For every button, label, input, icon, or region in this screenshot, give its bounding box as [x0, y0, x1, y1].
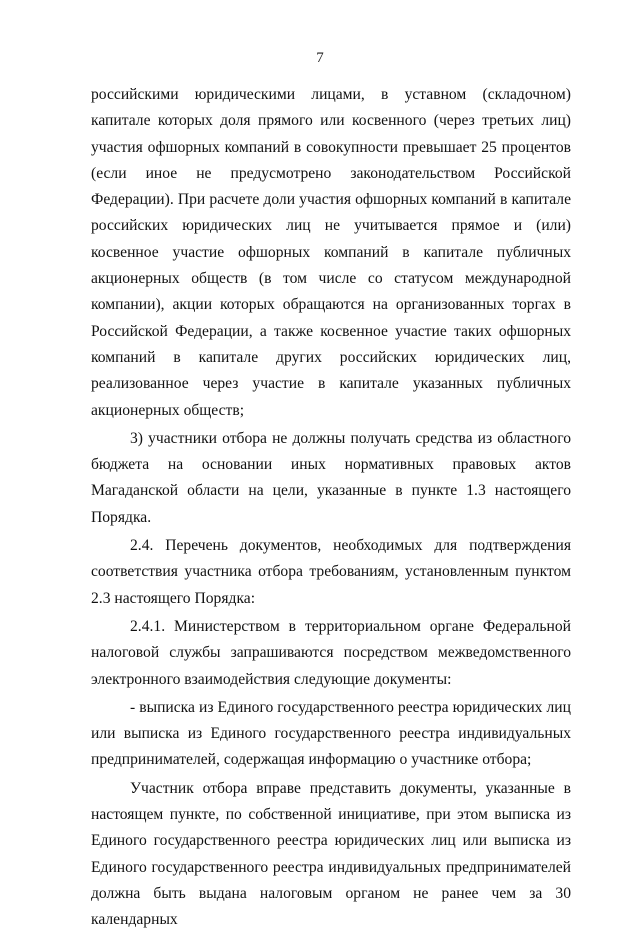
paragraph-item-3: 3) участники отбора не должны получать средства из областного бюджета на основании иных нормативных правовых актов Магаданской области на цели, указанные в пункте 1.3 настоящего Порядка.	[91, 429, 571, 526]
document-body	[91, 82, 571, 934]
paragraph-2-4: 2.4. Перечень документов, необходимых для подтверждения соответствия участника отбора требованиям, установленным пунктом 2.3 настоящего Порядка:	[91, 537, 571, 607]
paragraph-2-4-1: 2.4.1. Министерством в территориальном органе Федеральной налоговой службы запрашиваются посредством межведомственного электронного взаимодействия следующие документы:	[91, 617, 571, 688]
paragraph-offshore-participation: российскими юридическими лицами, в уставном (складочном) капитале которых доля прямого или косвенного (через третьих лиц) участия офшорных компаний в совокупности превышает 25 процентов (если иное не предусмотрено законодательством Российской Федерации). При расчете доли участия офшорных компаний в капитале российских юридических лиц не учитывается прямое и (или) косвенное участие офшорных компаний в капитале публичных акционерных обществ (в том числе со статусом международной компании), акции которых обращаются на организованных торгах в Российской Федерации, а также косвенное участие таких офшорных компаний в капитале других российских юридических лиц, реализованное через участие в капитале указанных публичных акционерных обществ;	[91, 86, 571, 419]
paragraph-participant-right: Участник отбора вправе представить документы, указанные в настоящем пункте, по собственной инициативе, при этом выписка из Единого государственного реестра юридических лиц или выписка из Единого государственного реестра индивидуальных предпринимателей должна быть выдана налоговым органом не ранее чем за 30 календарных	[91, 779, 571, 929]
paragraph-registry-extract: - выписка из Единого государственного реестра юридических лиц или выписка из Единого государственного реестра индивидуальных предпринимателей, содержащая информацию о участнике отбора;	[91, 698, 571, 769]
page-number: 7	[316, 50, 324, 66]
